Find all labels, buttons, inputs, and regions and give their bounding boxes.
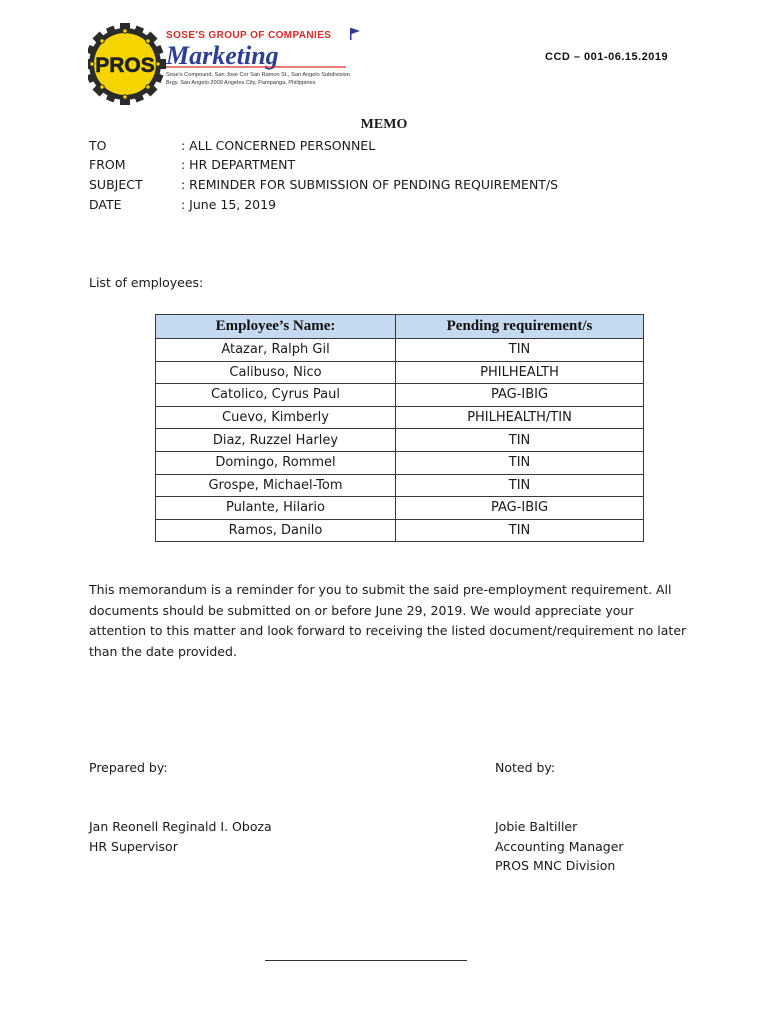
requirement-cell: TIN bbox=[396, 519, 644, 542]
employee-name-cell: Diaz, Ruzzel Harley bbox=[156, 429, 396, 452]
svg-text:PROS: PROS bbox=[95, 54, 155, 77]
column-header-requirement: Pending requirement/s bbox=[396, 315, 644, 339]
requirement-cell: TIN bbox=[396, 429, 644, 452]
reference-code: CCD – 001-06.15.2019 bbox=[545, 51, 669, 63]
field-to-value: : ALL CONCERNED PERSONNEL bbox=[181, 138, 376, 153]
field-subject-label: SUBJECT bbox=[89, 177, 143, 192]
svg-text:Sose's Compound, San Jose Cor: Sose's Compound, San Jose Cor San Ramon St., San Angelo Subdivision bbox=[166, 72, 350, 78]
company-letterhead bbox=[88, 22, 378, 106]
table-row bbox=[156, 519, 644, 542]
memo-body-paragraph bbox=[89, 580, 689, 662]
prepared-by-name: Jan Reonell Reginald I. Oboza bbox=[89, 819, 272, 834]
field-date-label: DATE bbox=[89, 197, 122, 212]
list-label: List of employees: bbox=[89, 275, 204, 290]
field-date-value: : June 15, 2019 bbox=[181, 197, 277, 212]
employee-name-cell: Catolico, Cyrus Paul bbox=[156, 384, 396, 407]
memo-title: MEMO bbox=[360, 117, 408, 132]
employee-table bbox=[155, 314, 644, 542]
prepared-by-title: HR Supervisor bbox=[89, 839, 178, 854]
body-line: than the date provided. bbox=[89, 643, 237, 659]
requirement-cell: PAG-IBIG bbox=[396, 497, 644, 520]
requirement-cell: TIN bbox=[396, 474, 644, 497]
field-from-label: FROM bbox=[89, 157, 126, 172]
svg-text:SOSE'S GROUP OF COMPANIES: SOSE'S GROUP OF COMPANIES bbox=[166, 30, 332, 41]
table-row bbox=[156, 384, 644, 407]
noted-by-division: PROS MNC Division bbox=[495, 858, 616, 873]
requirement-cell: TIN bbox=[396, 339, 644, 362]
signature-line bbox=[265, 960, 467, 961]
employee-name-cell: Domingo, Rommel bbox=[156, 451, 396, 474]
svg-text:Marketing: Marketing bbox=[166, 41, 279, 70]
table-row bbox=[156, 339, 644, 362]
employee-name-cell: Grospe, Michael-Tom bbox=[156, 474, 396, 497]
noted-by-label: Noted by: bbox=[495, 760, 556, 775]
noted-by-name: Jobie Baltiller bbox=[495, 819, 578, 834]
column-header-name: Employee’s Name: bbox=[156, 315, 396, 339]
table-row bbox=[156, 361, 644, 384]
table-row bbox=[156, 497, 644, 520]
table-row bbox=[156, 429, 644, 452]
table-row bbox=[156, 406, 644, 429]
body-line: attention to this matter and look forward to receiving the listed document/requirement no later bbox=[89, 623, 687, 638]
field-subject-value: : REMINDER FOR SUBMISSION OF PENDING REQUIREMENT/S bbox=[181, 177, 559, 192]
body-line: This memorandum is a reminder for you to submit the said pre-employment requirement. All bbox=[89, 582, 672, 597]
table-row bbox=[156, 451, 644, 474]
requirement-cell: PAG-IBIG bbox=[396, 384, 644, 407]
prepared-by-label: Prepared by: bbox=[89, 760, 168, 775]
requirement-cell: PHILHEALTH bbox=[396, 361, 644, 384]
table-header-row bbox=[156, 315, 644, 339]
svg-text:Brgy. San Angelo 2009 Angeles: Brgy. San Angelo 2009 Angeles City, Pampanga, Philippines bbox=[166, 80, 316, 86]
employee-name-cell: Cuevo, Kimberly bbox=[156, 406, 396, 429]
field-from-value: : HR DEPARTMENT bbox=[181, 157, 296, 172]
table-row bbox=[156, 474, 644, 497]
requirement-cell: PHILHEALTH/TIN bbox=[396, 406, 644, 429]
requirement-cell: TIN bbox=[396, 451, 644, 474]
employee-name-cell: Ramos, Danilo bbox=[156, 519, 396, 542]
field-to-label: TO bbox=[89, 138, 107, 153]
body-line: documents should be submitted on or before June 29, 2019. We would appreciate your bbox=[89, 602, 634, 618]
employee-name-cell: Pulante, Hilario bbox=[156, 497, 396, 520]
employee-name-cell: Calibuso, Nico bbox=[156, 361, 396, 384]
pros-logo-icon bbox=[88, 22, 378, 106]
noted-by-title: Accounting Manager bbox=[495, 839, 624, 854]
employee-name-cell: Atazar, Ralph Gil bbox=[156, 339, 396, 362]
